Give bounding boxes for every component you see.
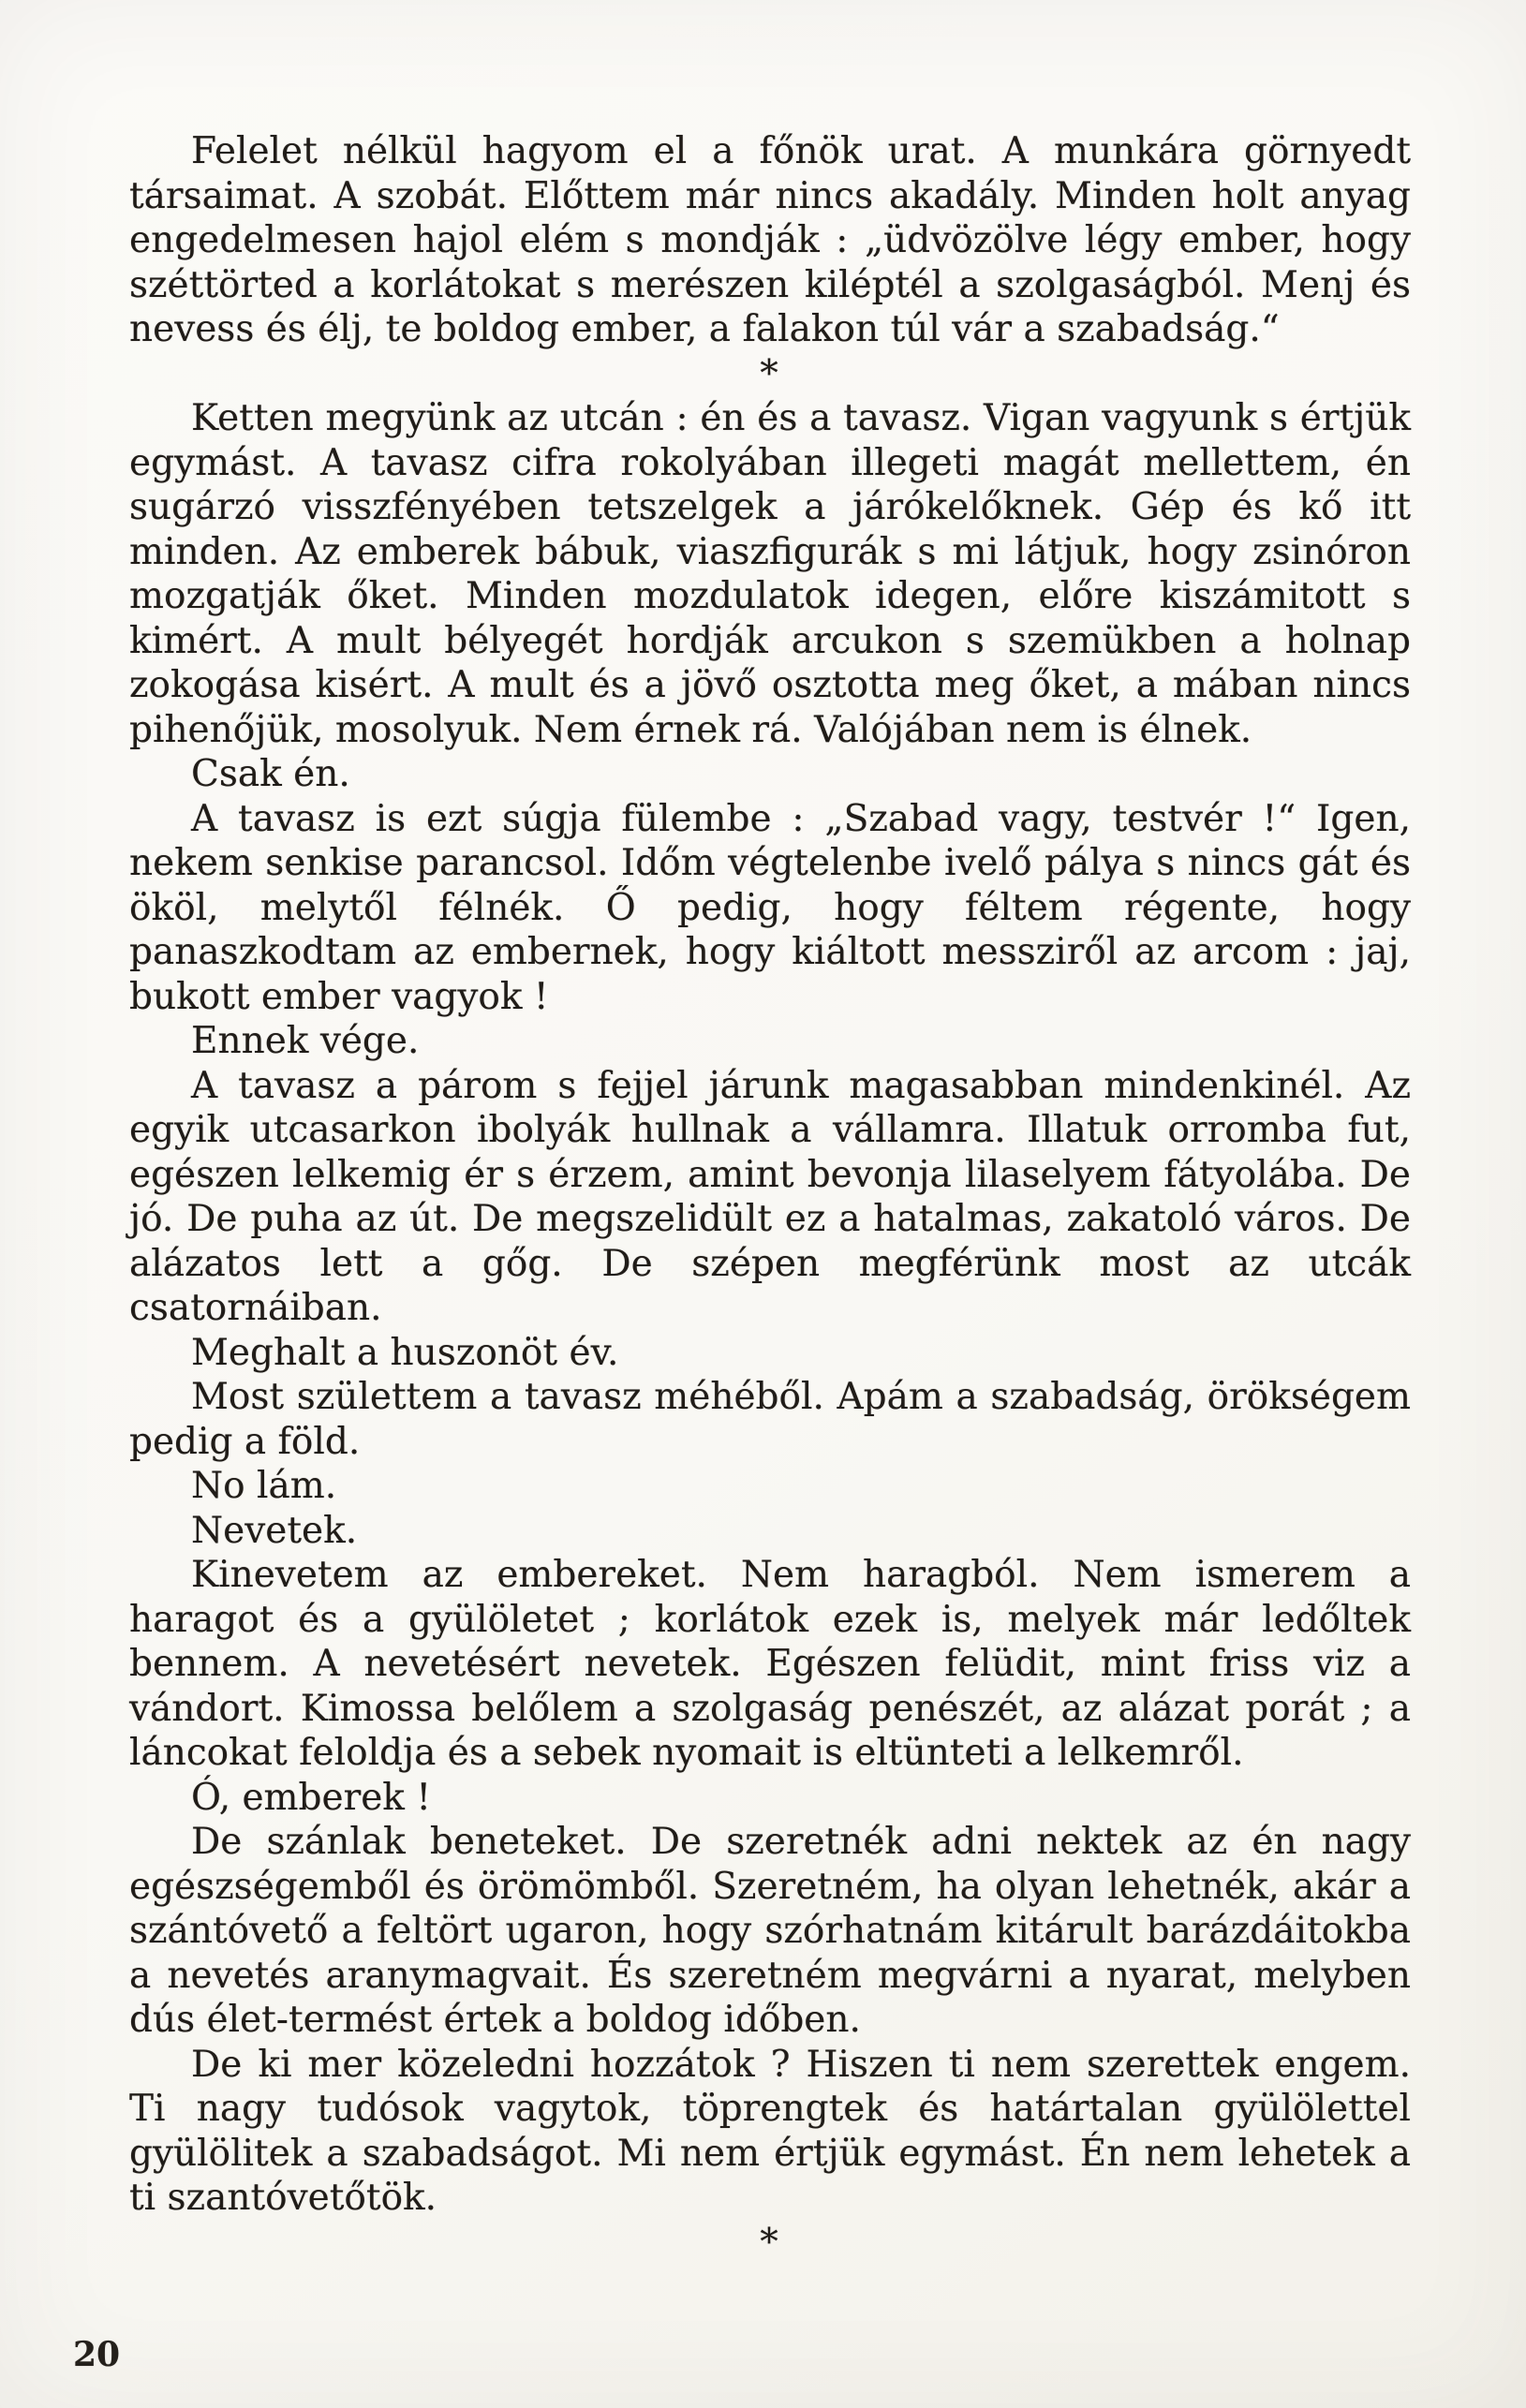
paragraph: Meghalt a huszonöt év. — [191, 1331, 619, 1374]
paragraph: A tavasz a párom s fejjel járunk magasabban mindenkinél. Az egyik utcasarkon ibolyák hullnak a vállamra. Illatuk orromba fut, egészen lelkemig ér s érzem, amint bevonja lilaselyem fátyolába. De jó. De puha az út. De megszelidült ez a hatalmas, zakatoló város. De alázatos lett a gőg. De szépen megférünk most az utcák csatornáiban. — [129, 1064, 1411, 1329]
paragraph: De ki mer közeledni hozzátok ? Hiszen ti nem szerettek engem. Ti nagy tudósok vagytok, töprengtek és határtalan gyülölettel gyülölitek a szabadságot. Mi nem értjük egymást. Én nem lehetek a ti szantóvetőtök. — [129, 2043, 1411, 2219]
paragraph: Felelet nélkül hagyom el a főnök urat. A munkára görnyedt társaimat. A szobát. Előttem már nincs akadály. Minden holt anyag engedelmesen hajol elém s mondják : „üdvözölve légy ember, hogy széttörted a korlátokat s merészen kiléptél a szolgaságból. Menj és nevess és élj, te boldog ember, a falakon túl vár a szabadság.“ — [129, 130, 1411, 350]
paragraph: Most születtem a tavasz méhéből. Apám a szabadság, örökségem pedig a föld. — [129, 1376, 1411, 1463]
page-number: 20 — [73, 2335, 121, 2374]
text-column — [129, 129, 1411, 2265]
separator-asterisk: * — [760, 2221, 780, 2264]
paragraph: Kinevetem az embereket. Nem haragból. Nem ismerem a haragot és a gyülöletet ; korlátok ezek is, melyek már ledőltek bennem. A nevetésért nevetek. Egészen felüdit, mint friss viz a vándort. Kimossa belőlem a szolgaság penészét, az alázat porát ; a láncokat feloldja és a sebek nyomait is eltünteti a lelkemről. — [129, 1554, 1411, 1774]
paragraph: Csak én. — [191, 753, 350, 795]
paragraph: No lám. — [191, 1465, 337, 1507]
paragraph: Nevetek. — [191, 1509, 358, 1552]
paragraph: De szánlak beneteket. De szeretnék adni nektek az én nagy egészségemből és örömömből. Szeretném, ha olyan lehetnék, akár a szántóvető a feltört ugaron, hogy szórhatnám kitárult barázdáitokba a nevetés aranymagvait. És szeretném megvárni a nyarat, melyben dús élet-termést értek a boldog időben. — [129, 1821, 1411, 2041]
paragraph: Ó, emberek ! — [191, 1776, 432, 1819]
paragraph: A tavasz is ezt súgja fülembe : „Szabad vagy, testvér !“ Igen, nekem senkise parancsol. Időm végtelenbe ivelő pálya s nincs gát és ököl, melytől félnék. Ő pedig, hogy féltem régente, hogy panaszkodtam az embernek, hogy kiáltott messziről az arcom : jaj, bukott ember vagyok ! — [129, 797, 1411, 1018]
paragraph: Ennek vége. — [191, 1020, 420, 1062]
paragraph: Ketten megyünk az utcán : én és a tavasz. Vigan vagyunk s értjük egymást. A tavasz cifra rokolyában illegeti magát mellettem, én sugárzó visszfényében tetszelgek a járókelőknek. Gép és kő itt minden. Az emberek bábuk, viaszfigurák s mi látjuk, hogy zsinóron mozgatják őket. Minden mozdulatok idegen, előre kiszámitott s kimért. A mult bélyegét hordják arcukon s szemükben a holnap zokogása kisért. A mult és a jövő osztotta meg őket, a mában nincs pihenőjük, mosolyuk. Nem érnek rá. Valójában nem is élnek. — [129, 397, 1411, 751]
separator-asterisk: * — [760, 352, 780, 395]
